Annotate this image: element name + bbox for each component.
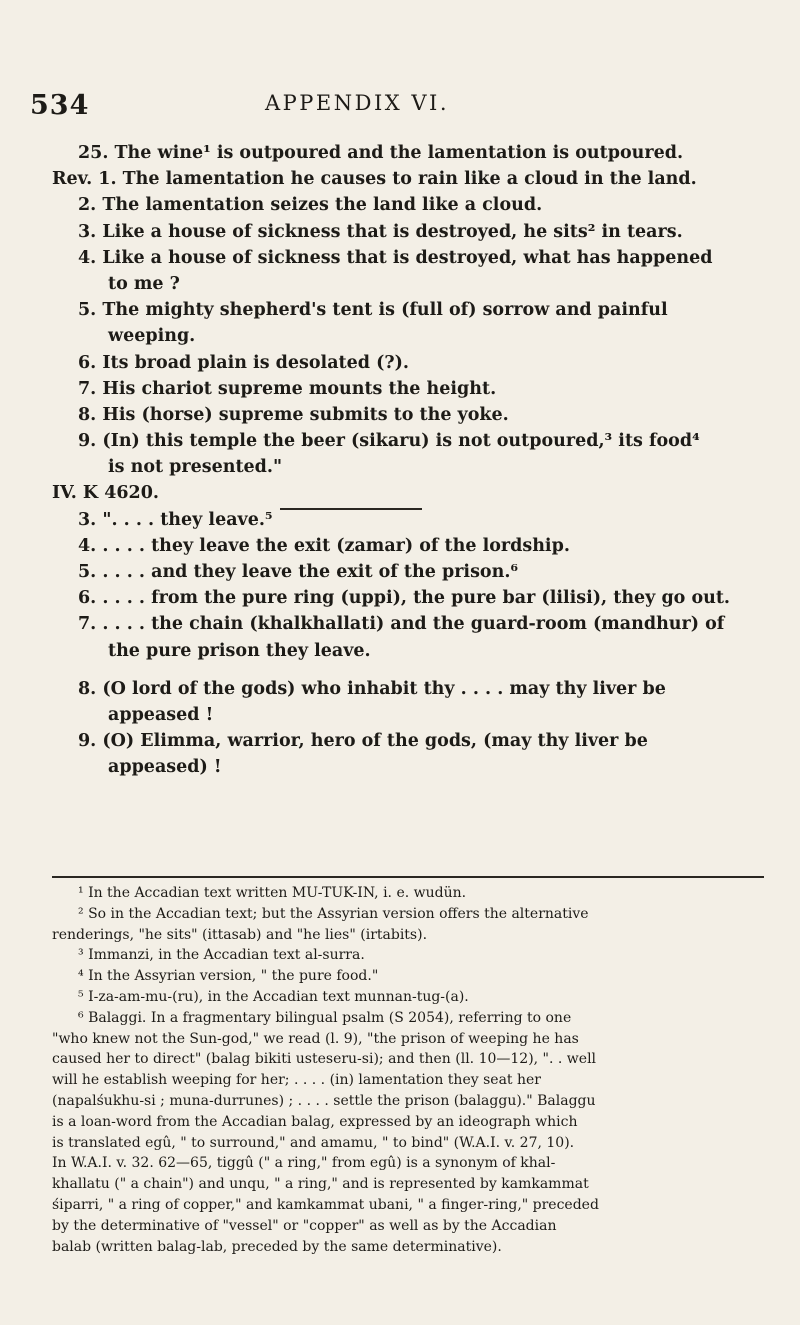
footnote-line: ¹ In the Accadian text written MU-TUK-IN, i. e. wudün. [78,885,467,901]
footnote-line: ⁴ In the Assyrian version, " the pure food." [78,968,379,985]
text-line: appeased) ! [108,757,222,778]
text-line: appeased ! [108,704,214,725]
text-line: 9. (In) this temple the beer (sikaru) is not outpoured,³ its food⁴ [78,431,700,452]
footnote-rule [52,876,764,878]
text-line: Rev. 1. The lamentation he causes to rain like a cloud in the land. [52,169,697,190]
footnote-line: "who knew not the Sun-god," we read (l. 9), "the prison of weeping he has [52,1030,579,1047]
page-number: 534 [30,90,90,121]
text-line: 3. Like a house of sickness that is destroyed, he sits² in tears. [78,221,683,242]
text-line: 2. The lamentation seizes the land like a cloud. [78,195,543,216]
text-line: 5. . . . . and they leave the exit of the prison.⁶ [78,562,519,582]
footnote-line: will he establish weeping for her; . . . . (in) lamentation they seat her [52,1072,541,1089]
text-line: 7. . . . . the chain (khalkhallati) and the guard-room (mandhur) of [78,614,725,635]
text-line: weeping. [108,326,196,347]
footnote-line: ⁵ I-za-am-mu-(ru), in the Accadian text munnan-tug-(a). [78,988,469,1005]
text-line: is not presented." [108,457,283,478]
section-rule [280,508,422,510]
text-line: 4. Like a house of sickness that is destroyed, what has happened [78,247,713,268]
text-line: 6. . . . . from the pure ring (uppi), the pure bar (lilisi), they go out. [78,588,731,609]
text-line: the pure prison they leave. [108,640,371,661]
footnote-line: khallatu (" a chain") and unqu, " a ring," and is represented by kamkammat [52,1176,589,1193]
footnote-line: renderings, "he sits" (ittasab) and "he lies" (irtabits). [52,926,428,943]
footnote-line: ² So in the Accadian text; but the Assyrian version offers the alternative [78,905,589,922]
main-text [52,140,764,781]
text-line: 9. (O) Elimma, warrior, hero of the gods, (may thy liver be [78,731,648,752]
text-line: 4. . . . . they leave the exit (zamar) of the lordship. [78,535,570,556]
footnote-line: In W.A.I. v. 32. 62—65, tiggû (" a ring," from egû) is a synonym of khal- [52,1155,556,1172]
footnote-line: balab (written balag-lab, preceded by the same determinative). [52,1238,502,1255]
footnote-line: caused her to direct" (balag bikiti usteseru-si); and then (ll. 10—12), ". . well [52,1051,597,1068]
footnote-line: śiparri, " a ring of copper," and kamkammat ubani, " a finger-ring," preceded [52,1196,599,1213]
footnote-line: is a loan-word from the Accadian balag, expressed by an ideograph which [52,1113,578,1130]
footnote-line: (napalśukhu-si ; muna-durrunes) ; . . . . settle the prison (balaggu)." Balaggu [52,1092,596,1109]
running-head: APPENDIX VI. [265,91,450,115]
text-line: 7. His chariot supreme mounts the height. [78,378,497,399]
text-line: 8. His (horse) supreme submits to the yoke. [78,404,509,425]
footnote-line: by the determinative of "vessel" or "copper" as well as by the Accadian [52,1217,557,1234]
text-line: 25. The wine¹ is outpoured and the lamentation is outpoured. [78,143,684,163]
text-line: 8. (O lord of the gods) who inhabit thy . . . . may thy liver be [78,678,666,699]
footnote-line: ⁶ Balaggi. In a fragmentary bilingual psalm (S 2054), referring to one [78,1009,572,1026]
text-line: to me ? [108,273,180,294]
text-line: 5. The mighty shepherd's tent is (full of) sorrow and painful [78,300,668,321]
section-heading: IV. K 4620. [52,483,159,504]
text-line: 3. ". . . . they leave.⁵ [78,509,273,530]
text-line: 6. Its broad plain is desolated (?). [78,352,409,373]
footnote-line: is translated egû, " to surround," and amamu, " to bind" (W.A.I. v. 27, 10). [52,1134,575,1151]
footnotes [52,883,764,1257]
footnote-line: ³ Immanzi, in the Accadian text al-surra. [78,947,365,964]
